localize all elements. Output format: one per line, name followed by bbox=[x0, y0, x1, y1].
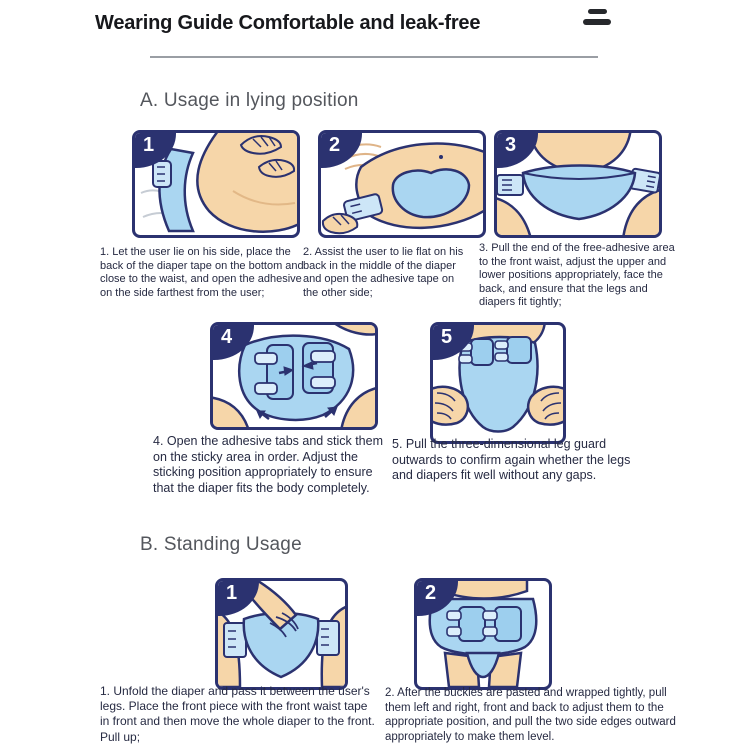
menu-icon[interactable] bbox=[583, 9, 613, 27]
step-caption-a2: 2. Assist the user to lie flat on his back in the middle of the diaper and open the adhesive tape on the other side; bbox=[303, 246, 464, 299]
step-figure-a2 bbox=[318, 130, 486, 238]
step-figure-b2 bbox=[414, 578, 552, 690]
step-figure-b1 bbox=[215, 578, 348, 690]
step-caption-a4: 4. Open the adhesive tabs and stick them on the sticky area in order. Adjust the sticking position appropriately to ensure that the diaper fits the body completely. bbox=[153, 434, 383, 495]
step-caption-a3: 3. Pull the end of the free-adhesive area to the front waist, adjust the upper and lower positions appropriately, face the back, and ensure that the legs and diapers fit tightly; bbox=[479, 242, 675, 309]
page-title: Wearing Guide Comfortable and leak-free bbox=[95, 12, 481, 34]
header-divider bbox=[150, 56, 598, 58]
step-number-badge: 2 bbox=[320, 132, 362, 168]
section-a-heading: A. Usage in lying position bbox=[140, 90, 359, 111]
step-number-badge: 2 bbox=[416, 580, 458, 616]
step-caption-b1: 1. Unfold the diaper and pass it between the user's legs. Place the front piece with the front waist tape in front and then move the whole diaper to the front. Pull up; bbox=[100, 684, 375, 744]
step-number-badge: 1 bbox=[134, 132, 176, 168]
step-caption-a5: 5. Pull the three-dimensional leg guard outwards to confirm again whether the legs and diapers fit well without any gaps. bbox=[392, 437, 631, 483]
menu-bar-top bbox=[588, 9, 607, 14]
step-figure-a1 bbox=[132, 130, 300, 238]
step-figure-a4 bbox=[210, 322, 378, 430]
step-number-badge: 5 bbox=[432, 324, 474, 360]
menu-bar-bottom bbox=[583, 19, 611, 25]
step-number-badge: 1 bbox=[217, 580, 259, 616]
step-figure-a3 bbox=[494, 130, 662, 238]
step-number-badge: 4 bbox=[212, 324, 254, 360]
step-number-badge: 3 bbox=[496, 132, 538, 168]
section-b-heading: B. Standing Usage bbox=[140, 534, 302, 555]
step-figure-a5 bbox=[430, 322, 566, 444]
step-caption-b2: 2. After the buckles are pasted and wrapped tightly, pull them left and right, front and back to adjust them to the appropriate position, and pull the two side edges outward appropriately to make them level. bbox=[385, 687, 676, 743]
step-caption-a1: 1. Let the user lie on his side, place the back of the diaper tape on the bottom and close to the waist, and open the adhesive on the side farthest from the user; bbox=[100, 246, 304, 299]
